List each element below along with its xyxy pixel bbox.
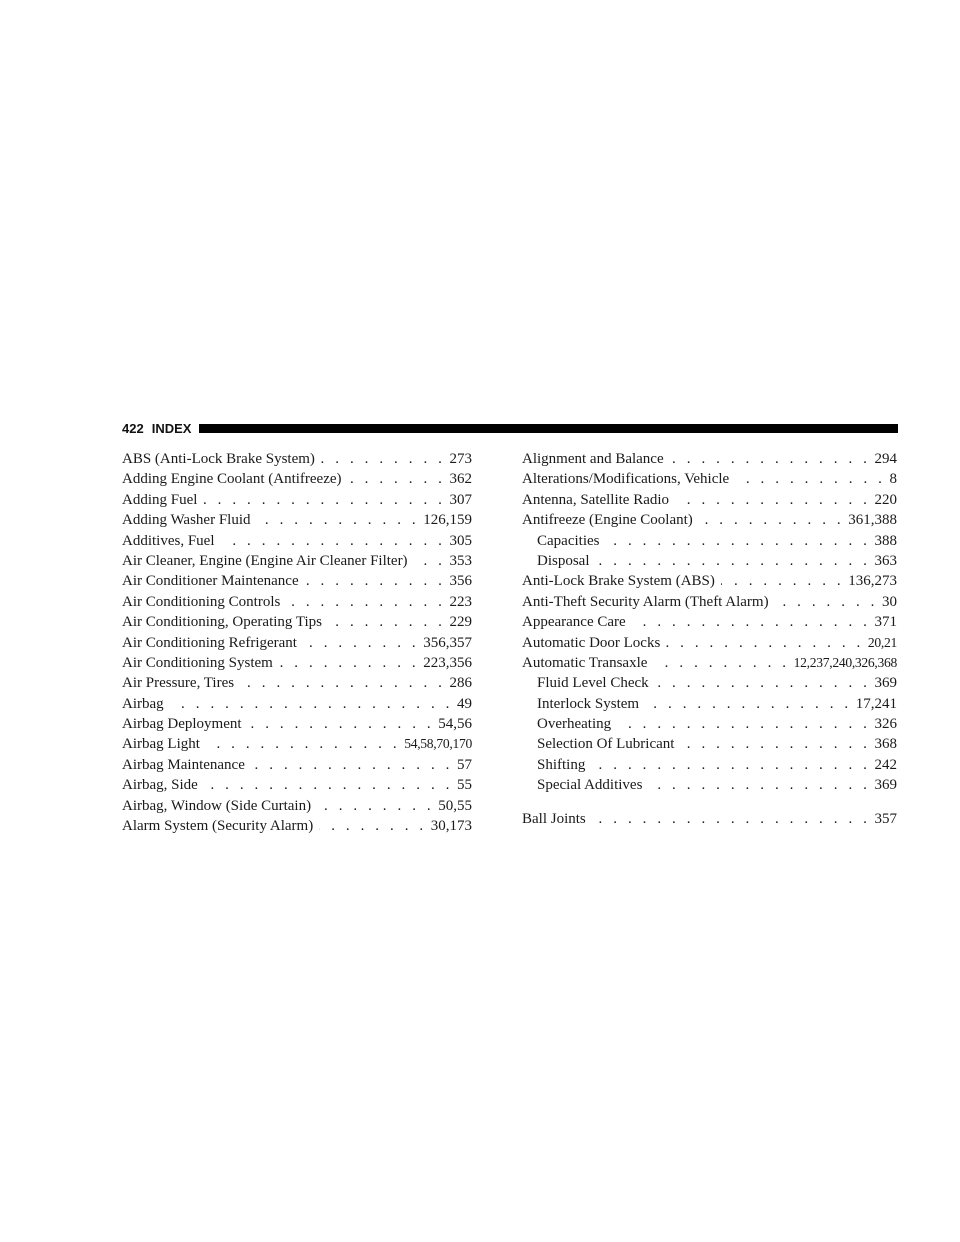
entry-pages: 305 [449, 532, 472, 549]
index-entry [122, 551, 472, 571]
entry-label: Shifting [537, 756, 586, 773]
entry-pages: 17,241 [855, 695, 897, 712]
index-entry [522, 490, 897, 510]
dot-leader [699, 510, 844, 530]
index-entry [122, 714, 472, 734]
entry-label: ABS (Anti-Lock Brake System) [122, 451, 315, 467]
dot-leader [596, 551, 871, 571]
entry-pages: 388 [874, 532, 897, 549]
entry-label: Additives, Fuel [122, 532, 215, 549]
entry-pages: 223 [449, 593, 472, 610]
entry-pages: 353 [449, 552, 472, 569]
index-entry [122, 469, 472, 489]
entry-pages: 273 [449, 451, 472, 467]
entry-label: Air Conditioning System [122, 654, 273, 671]
index-entry [522, 592, 897, 612]
entry-pages: 242 [874, 756, 897, 773]
index-entry [122, 734, 472, 754]
dot-leader [680, 734, 870, 754]
entry-label: Air Conditioning, Operating Tips [122, 614, 323, 631]
dot-leader [257, 510, 420, 530]
entry-label: Air Conditioning Refrigerant [122, 634, 297, 651]
entry-label: Interlock System [537, 695, 640, 712]
dot-leader [170, 694, 453, 714]
index-subentry [522, 734, 897, 754]
entry-pages: 369 [874, 777, 897, 794]
entry-label: Air Conditioning Controls [122, 593, 281, 610]
entry-pages: 363 [874, 552, 897, 569]
entry-label: Air Cleaner, Engine (Engine Air Cleaner Filter) [122, 552, 408, 569]
entry-pages: 286 [449, 675, 472, 692]
entry-label: Special Additives [537, 777, 643, 794]
index-entry [522, 633, 897, 653]
index-entry [522, 612, 897, 632]
entry-pages: 12,237,240,326,368 [793, 654, 897, 670]
entry-label: Airbag, Side [122, 777, 198, 794]
entry-pages: 30 [882, 593, 897, 610]
entry-pages: 361,388 [848, 512, 897, 529]
index-column-left [122, 449, 472, 836]
entry-pages: 50,55 [438, 797, 472, 814]
index-entry [122, 653, 472, 673]
index-entry [122, 796, 472, 816]
entry-label: Ball Joints [522, 810, 586, 827]
entry-label: Airbag Deployment [122, 716, 242, 733]
dot-leader [721, 571, 844, 591]
index-entry [122, 531, 472, 551]
index-entry [122, 571, 472, 591]
dot-leader [317, 796, 434, 816]
index-entry [122, 673, 472, 693]
entry-label: Fluid Level Check [537, 675, 649, 692]
entry-pages: 356 [449, 573, 472, 590]
index-entry [122, 816, 472, 836]
index-subentry [522, 714, 897, 734]
entry-pages: 8 [889, 471, 897, 488]
dot-leader [240, 673, 445, 693]
dot-leader [632, 612, 871, 632]
entry-pages: 368 [874, 736, 897, 753]
entry-pages: 54,56 [438, 716, 472, 733]
index-column-right [522, 449, 897, 829]
entry-label: Automatic Door Locks [522, 634, 661, 651]
dot-leader [321, 449, 446, 469]
section-title: INDEX [151, 420, 192, 436]
entry-pages: 20,21 [867, 634, 897, 650]
dot-leader [414, 551, 446, 571]
entry-pages: 223,356 [423, 654, 472, 671]
index-entry [122, 633, 472, 653]
entry-pages: 220 [874, 491, 897, 508]
entry-pages: 49 [457, 695, 472, 712]
entry-pages: 126,159 [423, 512, 472, 529]
dot-leader [775, 592, 878, 612]
entry-label: Adding Washer Fluid [122, 512, 251, 529]
dot-leader [648, 775, 870, 795]
dot-leader [251, 755, 453, 775]
dot-leader [675, 490, 870, 510]
entry-label: Adding Fuel [122, 491, 198, 508]
dot-leader [248, 714, 435, 734]
index-subentry [522, 755, 897, 775]
entry-label: Antenna, Satellite Radio [522, 491, 670, 508]
dot-leader [653, 653, 789, 673]
dot-leader [319, 816, 427, 836]
entry-label: Selection Of Lubricant [537, 736, 675, 753]
index-entry [122, 592, 472, 612]
dot-leader [206, 734, 400, 754]
entry-pages: 54,58,70,170 [404, 736, 472, 752]
index-entry [122, 755, 472, 775]
entry-label: Automatic Transaxle [522, 654, 648, 671]
entry-pages: 57 [457, 756, 472, 773]
dot-leader [591, 755, 870, 775]
dot-leader [348, 469, 446, 489]
index-entry [522, 809, 897, 829]
index-entry [522, 571, 897, 591]
index-subentry [522, 551, 897, 571]
index-entry [522, 510, 897, 530]
page-number: 422 [122, 420, 144, 436]
page-header [122, 418, 898, 438]
entry-label: Anti-Lock Brake System (ABS) [522, 573, 715, 590]
entry-label: Antifreeze (Engine Coolant) [522, 512, 693, 529]
dot-leader [655, 673, 871, 693]
entry-pages: 307 [449, 491, 472, 508]
dot-leader [670, 449, 871, 469]
dot-leader [305, 571, 446, 591]
entry-pages: 294 [874, 451, 897, 467]
dot-leader [203, 490, 445, 510]
index-entry [122, 449, 472, 469]
entry-pages: 55 [457, 777, 472, 794]
dot-leader [328, 612, 445, 632]
entry-pages: 371 [874, 614, 897, 631]
entry-pages: 369 [874, 675, 897, 692]
dot-leader [286, 592, 445, 612]
index-entry [522, 653, 897, 673]
entry-label: Airbag [122, 695, 164, 712]
entry-label: Airbag Maintenance [122, 756, 245, 773]
dot-leader [279, 653, 419, 673]
entry-label: Appearance Care [522, 614, 626, 631]
index-entry [122, 510, 472, 530]
entry-label: Airbag, Window (Side Curtain) [122, 797, 312, 814]
dot-leader [735, 469, 885, 489]
entry-pages: 136,273 [848, 573, 897, 590]
entry-pages: 362 [449, 471, 472, 488]
index-entry [122, 490, 472, 510]
dot-leader [666, 633, 864, 653]
index-subentry [522, 694, 897, 714]
entry-label: Disposal [537, 552, 590, 569]
index-subentry [522, 775, 897, 795]
index-entry [122, 694, 472, 714]
entry-label: Alterations/Modifications, Vehicle [522, 471, 730, 488]
dot-leader [204, 775, 453, 795]
index-entry [522, 449, 897, 469]
entry-pages: 229 [449, 614, 472, 631]
entry-label: Adding Engine Coolant (Antifreeze) [122, 471, 342, 488]
header-rule [199, 424, 898, 433]
entry-label: Airbag Light [122, 736, 200, 753]
entry-label: Alignment and Balance [522, 451, 664, 467]
index-entry [522, 469, 897, 489]
index-entry [122, 612, 472, 632]
dot-leader [605, 531, 870, 551]
entry-pages: 326 [874, 716, 897, 733]
dot-leader [592, 809, 871, 829]
entry-label: Alarm System (Security Alarm) [122, 818, 314, 835]
entry-pages: 356,357 [423, 634, 472, 651]
dot-leader [221, 531, 446, 551]
index-subentry [522, 531, 897, 551]
entry-label: Anti-Theft Security Alarm (Theft Alarm) [522, 593, 769, 610]
entry-label: Capacities [537, 532, 600, 549]
index-subentry [522, 673, 897, 693]
entry-pages: 357 [874, 810, 897, 827]
dot-leader [303, 633, 419, 653]
entry-label: Air Conditioner Maintenance [122, 573, 299, 590]
dot-leader [617, 714, 870, 734]
index-entry [122, 775, 472, 795]
entry-label: Air Pressure, Tires [122, 675, 235, 692]
dot-leader [645, 694, 852, 714]
entry-label: Overheating [537, 716, 612, 733]
entry-pages: 30,173 [430, 818, 472, 835]
